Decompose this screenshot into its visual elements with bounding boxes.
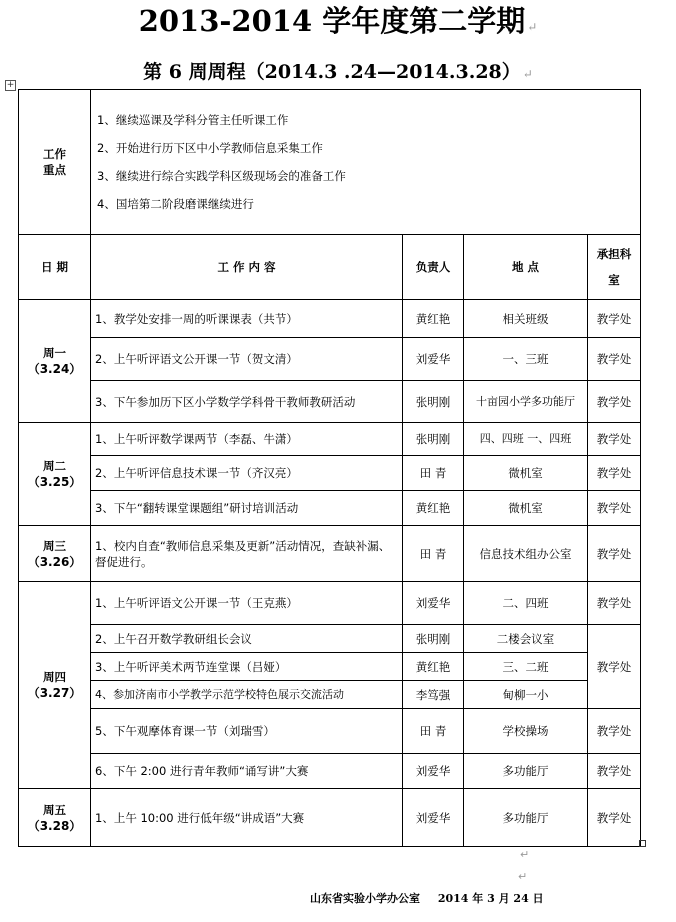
work-focus-label: 工作 重点 <box>19 90 91 235</box>
document-footer <box>310 890 544 906</box>
paragraph-mark-icon: ↵ <box>518 870 528 883</box>
table-row <box>19 681 641 709</box>
task-content: 1、上午听评语文公开课一节（王克燕） <box>91 582 403 625</box>
task-place: 多功能厅 <box>464 754 588 789</box>
task-owner: 张明刚 <box>403 625 464 653</box>
task-place: 微机室 <box>464 491 588 526</box>
weekly-schedule-table <box>18 89 641 847</box>
task-owner: 张明刚 <box>403 381 464 423</box>
table-resize-handle-icon[interactable] <box>639 840 646 847</box>
focus-item: 1、继续巡课及学科分管主任听课工作 <box>97 113 289 127</box>
task-owner: 黄红艳 <box>403 300 464 338</box>
column-header-owner: 负责人 <box>403 235 464 300</box>
table-row <box>19 789 641 847</box>
document-subtitle: 第 6 周周程（2014.3 .24—2014.3.28） ↵ <box>143 61 533 83</box>
task-place: 四、四班 一、四班 <box>464 423 588 456</box>
column-header-row <box>19 235 641 300</box>
day-cell-monday: 周一 （3.24） <box>19 300 91 423</box>
column-header-content: 工 作 内 容 <box>91 235 403 300</box>
task-dept: 教学处 <box>588 789 641 847</box>
column-header-dept: 承担科 室 <box>588 235 641 300</box>
document-title: 2013-2014 学年度第二学期 ↵ <box>138 4 538 38</box>
task-dept: 教学处 <box>588 625 641 709</box>
task-owner: 刘爱华 <box>403 582 464 625</box>
day-cell-friday: 周五 （3.28） <box>19 789 91 847</box>
table-row <box>19 625 641 653</box>
focus-item: 3、继续进行综合实践学科区级现场会的准备工作 <box>97 169 346 183</box>
task-dept: 教学处 <box>588 381 641 423</box>
task-dept: 教学处 <box>588 338 641 381</box>
task-dept: 教学处 <box>588 491 641 526</box>
focus-item: 2、开始进行历下区中小学教师信息采集工作 <box>97 141 323 155</box>
table-row <box>19 338 641 381</box>
day-cell-tuesday: 周二 （3.25） <box>19 423 91 526</box>
paragraph-mark-icon: ↵ <box>527 20 538 34</box>
task-owner: 刘爱华 <box>403 754 464 789</box>
task-place: 二楼会议室 <box>464 625 588 653</box>
footer-date: 2014 年 3 月 24 日 <box>437 892 544 905</box>
table-row <box>19 754 641 789</box>
task-content: 1、教学处安排一周的听课课表（共节） <box>91 300 403 338</box>
task-content: 1、上午 10:00 进行低年级“讲成语”大赛 <box>91 789 403 847</box>
task-place: 十亩园小学多功能厅 <box>464 381 588 423</box>
table-row <box>19 381 641 423</box>
paragraph-mark-icon: ↵ <box>522 67 533 81</box>
task-content: 3、上午听评美术两节连堂课（吕娅） <box>91 653 403 681</box>
task-content: 5、下午观摩体育课一节（刘瑞雪） <box>91 709 403 754</box>
task-dept: 教学处 <box>588 754 641 789</box>
task-owner: 黄红艳 <box>403 653 464 681</box>
task-content: 1、上午听评数学课两节（李磊、牛潇） <box>91 423 403 456</box>
task-owner: 黄红艳 <box>403 491 464 526</box>
table-row <box>19 653 641 681</box>
day-cell-thursday: 周四 （3.27） <box>19 582 91 789</box>
table-move-handle-icon[interactable]: + <box>6 80 15 90</box>
task-dept: 教学处 <box>588 456 641 491</box>
task-dept: 教学处 <box>588 300 641 338</box>
task-dept: 教学处 <box>588 582 641 625</box>
task-owner: 田 青 <box>403 526 464 582</box>
task-place: 信息技术组办公室 <box>464 526 588 582</box>
work-focus-list <box>91 90 641 235</box>
task-place: 相关班级 <box>464 300 588 338</box>
task-owner: 田 青 <box>403 456 464 491</box>
task-owner: 刘爱华 <box>403 789 464 847</box>
table-row <box>19 582 641 625</box>
focus-item: 4、国培第二阶段磨课继续进行 <box>97 197 254 211</box>
column-header-date: 日 期 <box>19 235 91 300</box>
task-content: 3、下午“翻转课堂课题组”研讨培训活动 <box>91 491 403 526</box>
task-owner: 刘爱华 <box>403 338 464 381</box>
day-cell-wednesday: 周三 （3.26） <box>19 526 91 582</box>
work-focus-row <box>19 90 641 235</box>
task-place: 甸柳一小 <box>464 681 588 709</box>
table-row <box>19 456 641 491</box>
task-place: 二、四班 <box>464 582 588 625</box>
table-row <box>19 709 641 754</box>
task-place: 三、二班 <box>464 653 588 681</box>
table-row <box>19 526 641 582</box>
task-place: 学校操场 <box>464 709 588 754</box>
task-place: 一、三班 <box>464 338 588 381</box>
task-owner: 张明刚 <box>403 423 464 456</box>
footer-office: 山东省实验小学办公室 <box>310 892 420 905</box>
task-place: 多功能厅 <box>464 789 588 847</box>
task-dept: 教学处 <box>588 423 641 456</box>
task-content: 6、下午 2:00 进行青年教师“诵写讲”大赛 <box>91 754 403 789</box>
task-content: 2、上午听评语文公开课一节（贺文清） <box>91 338 403 381</box>
table-row <box>19 300 641 338</box>
task-owner: 田 青 <box>403 709 464 754</box>
task-content: 4、参加济南市小学教学示范学校特色展示交流活动 <box>91 681 403 709</box>
paragraph-mark-icon: ↵ <box>520 848 530 861</box>
task-dept: 教学处 <box>588 709 641 754</box>
table-row <box>19 423 641 456</box>
table-row <box>19 491 641 526</box>
task-content: 2、上午听评信息技术课一节（齐汉亮） <box>91 456 403 491</box>
column-header-place: 地 点 <box>464 235 588 300</box>
task-dept: 教学处 <box>588 526 641 582</box>
task-place: 微机室 <box>464 456 588 491</box>
task-content: 3、下午参加历下区小学数学学科骨干教师教研活动 <box>91 381 403 423</box>
task-content: 1、校内自查“教师信息采集及更新”活动情况，查缺补漏、督促进行。 <box>91 526 403 582</box>
task-content: 2、上午召开数学教研组长会议 <box>91 625 403 653</box>
task-owner: 李笃强 <box>403 681 464 709</box>
